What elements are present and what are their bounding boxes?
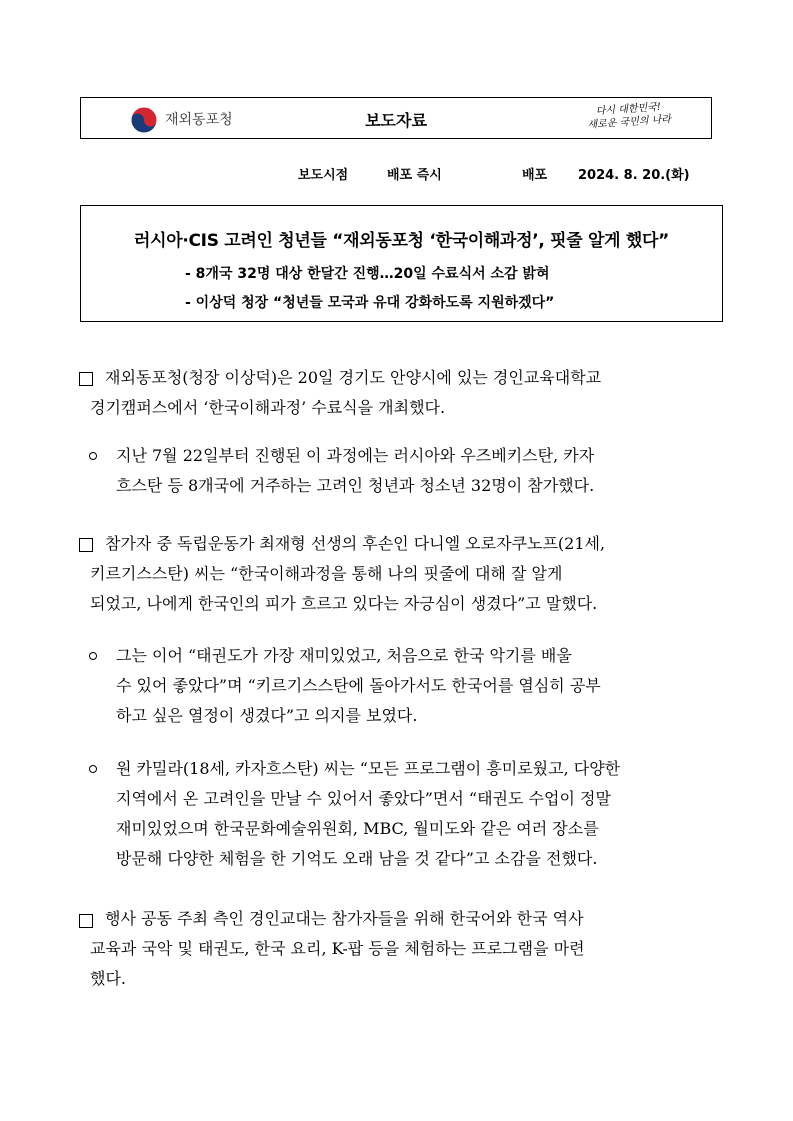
headline-subtitle-1: - 8개국 32명 대상 한달간 진행…20일 수료식서 소감 밝혀 bbox=[185, 266, 550, 282]
header-box bbox=[80, 97, 712, 139]
paragraph-line: 방문해 다양한 체험을 한 기억도 오래 남을 것 같다”고 소감을 전했다. bbox=[116, 849, 598, 868]
headline-box bbox=[80, 205, 723, 322]
circle-bullet-icon bbox=[89, 765, 97, 773]
release-time-value: 배포 즉시 bbox=[387, 168, 442, 183]
paragraph-line: 키르기스스탄) 씨는 “한국이해과정을 통해 나의 핏줄에 대해 잘 알게 bbox=[90, 564, 563, 583]
checkbox-bullet-icon bbox=[79, 538, 93, 552]
paragraph-line: 재미있었으며 한국문화예술위원회, MBC, 월미도와 같은 여러 장소를 bbox=[116, 819, 599, 838]
headline-title: 러시아·CIS 고려인 청년들 “재외동포청 ‘한국이해과정’, 핏줄 알게 했다” bbox=[133, 231, 670, 251]
paragraph-line: 흐스탄 등 8개국에 거주하는 고려인 청년과 청소년 32명이 참가했다. bbox=[116, 476, 595, 495]
paragraph-line: 경기캠퍼스에서 ‘한국이해과정’ 수료식을 개최했다. bbox=[90, 398, 446, 417]
headline-subtitle-2: - 이상덕 청장 “청년들 모국과 유대 강화하도록 지원하겠다” bbox=[185, 295, 555, 311]
release-date-value: 2024. 8. 20.(화) bbox=[578, 168, 690, 183]
paragraph-2a bbox=[116, 641, 601, 731]
paragraph-line: 되었고, 나에게 한국인의 피가 흐르고 있다는 자긍심이 생겼다”고 말했다. bbox=[90, 594, 598, 613]
paragraph-line: 했다. bbox=[90, 969, 126, 988]
org-name: 재외동포청 bbox=[165, 112, 233, 128]
paragraph-line: 재외동포청(청장 이상덕)은 20일 경기도 안양시에 있는 경인교육대학교 bbox=[105, 368, 602, 387]
paragraph-1a bbox=[116, 441, 594, 501]
paragraph-line: 수 있어 좋았다”며 “키르기스스탄에 돌아가서도 한국어를 열심히 공부 bbox=[116, 676, 601, 695]
paragraph-line: 원 카밀라(18세, 카자흐스탄) 씨는 “모든 프로그램이 흥미로웠고, 다양한 bbox=[116, 759, 621, 778]
release-time-label: 보도시점 bbox=[298, 168, 349, 183]
slogan-line-2: 새로운 국민의 나라 bbox=[587, 114, 672, 131]
release-date-label: 배포 bbox=[522, 168, 548, 183]
paragraph-line: 지역에서 온 고려인을 만날 수 있어서 좋았다”면서 “태권도 수업이 정말 bbox=[116, 789, 611, 808]
paragraph-2b bbox=[116, 754, 620, 874]
checkbox-bullet-icon bbox=[79, 372, 93, 386]
checkbox-bullet-icon bbox=[79, 914, 93, 928]
slogan-line-1: 다시 대한민국! bbox=[595, 101, 662, 118]
paragraph-line: 그는 이어 “태권도가 가장 재미있었고, 처음으로 한국 악기를 배울 bbox=[116, 646, 572, 665]
paragraph-line: 참가자 중 독립운동가 최재형 선생의 후손인 다니엘 오로자쿠노프(21세, bbox=[105, 534, 606, 553]
paragraph-line: 행사 공동 주최 측인 경인교대는 참가자들을 위해 한국어와 한국 역사 bbox=[105, 909, 584, 928]
paragraph-2 bbox=[90, 529, 606, 619]
circle-bullet-icon bbox=[89, 652, 97, 660]
paragraph-line: 교육과 국악 및 태권도, 한국 요리, K-팝 등을 체험하는 프로그램을 마련 bbox=[90, 939, 585, 958]
paragraph-1 bbox=[90, 363, 602, 423]
paragraph-line: 하고 싶은 열정이 생겼다”고 의지를 보였다. bbox=[116, 706, 418, 725]
paragraph-line: 지난 7월 22일부터 진행된 이 과정에는 러시아와 우즈베키스탄, 카자 bbox=[116, 446, 595, 465]
doc-type-title: 보도자료 bbox=[365, 111, 427, 130]
circle-bullet-icon bbox=[89, 452, 97, 460]
paragraph-3 bbox=[90, 904, 585, 994]
